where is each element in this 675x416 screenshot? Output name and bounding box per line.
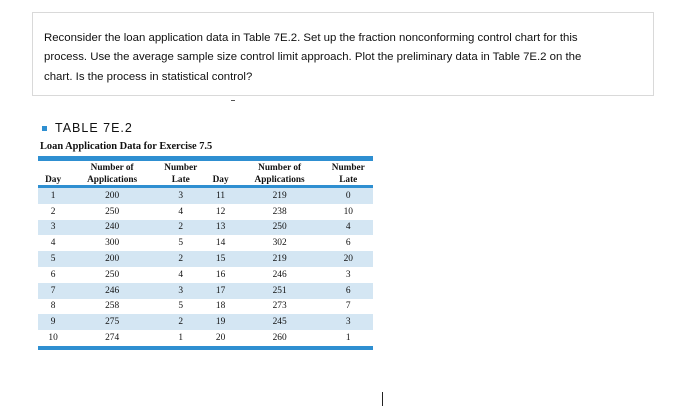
header-cell: Number — [324, 161, 373, 173]
table-cell: 7 — [38, 283, 68, 299]
table-row — [38, 204, 373, 220]
table-cell: 273 — [236, 299, 324, 315]
table-body — [38, 188, 373, 346]
table-cell: 0 — [324, 188, 373, 204]
table-cell: 2 — [156, 220, 205, 236]
table-cell: 7 — [324, 299, 373, 315]
table-cell: 12 — [205, 204, 235, 220]
table-cell: 4 — [38, 235, 68, 251]
table-row — [38, 251, 373, 267]
header-late: Late — [324, 173, 373, 185]
header-applications: Applications — [236, 173, 324, 185]
table-cell: 4 — [156, 267, 205, 283]
header-day: Day — [38, 173, 68, 185]
table-cell: 4 — [324, 220, 373, 236]
table-cell: 251 — [236, 283, 324, 299]
table-cell: 10 — [38, 330, 68, 346]
table-cell: 2 — [38, 204, 68, 220]
table-cell: 250 — [236, 220, 324, 236]
text-cursor — [382, 392, 383, 406]
table-cell: 246 — [236, 267, 324, 283]
header-cell — [205, 161, 235, 173]
table-cell: 3 — [156, 188, 205, 204]
table-cell: 250 — [68, 267, 156, 283]
table-cell: 2 — [156, 314, 205, 330]
table-title-text: TABLE 7E.2 — [55, 121, 133, 135]
table-cell: 5 — [156, 235, 205, 251]
table-cell: 1 — [38, 188, 68, 204]
data-table — [38, 161, 373, 346]
header-applications: Applications — [68, 173, 156, 185]
table-cell: 238 — [236, 204, 324, 220]
table-cell: 16 — [205, 267, 235, 283]
table-cell: 11 — [205, 188, 235, 204]
table-caption: Loan Application Data for Exercise 7.5 — [40, 141, 213, 152]
header-day: Day — [205, 173, 235, 185]
table-row — [38, 235, 373, 251]
table-cell: 20 — [324, 251, 373, 267]
table-cell: 250 — [68, 204, 156, 220]
table-cell: 260 — [236, 330, 324, 346]
table-cell: 240 — [68, 220, 156, 236]
table-cell: 275 — [68, 314, 156, 330]
table-cell: 258 — [68, 299, 156, 315]
header-cell: Number of — [68, 161, 156, 173]
table-cell: 15 — [205, 251, 235, 267]
table-cell: 3 — [156, 283, 205, 299]
table-cell: 3 — [38, 220, 68, 236]
divider-mark — [231, 100, 235, 101]
table-cell: 246 — [68, 283, 156, 299]
table-cell: 2 — [156, 251, 205, 267]
table-row — [38, 220, 373, 236]
table-cell: 200 — [68, 188, 156, 204]
table-cell: 3 — [324, 267, 373, 283]
header-cell: Number — [156, 161, 205, 173]
question-line-3: chart. Is the process in statistical control? — [44, 70, 253, 83]
table-cell: 4 — [156, 204, 205, 220]
table-cell: 17 — [205, 283, 235, 299]
table-cell: 14 — [205, 235, 235, 251]
table-bottom-rule — [38, 346, 373, 350]
table-cell: 1 — [324, 330, 373, 346]
loan-data-table — [38, 156, 373, 350]
table-cell: 13 — [205, 220, 235, 236]
header-cell: Number of — [236, 161, 324, 173]
table-row — [38, 330, 373, 346]
table-cell: 18 — [205, 299, 235, 315]
table-cell: 300 — [68, 235, 156, 251]
table-cell: 219 — [236, 188, 324, 204]
table-row — [38, 188, 373, 204]
table-cell: 200 — [68, 251, 156, 267]
table-cell: 274 — [68, 330, 156, 346]
header-cell — [38, 161, 68, 173]
question-line-1: Reconsider the loan application data in Table 7E.2. Set up the fraction nonconforming control chart for this — [44, 32, 578, 44]
table-cell: 5 — [38, 251, 68, 267]
table-cell: 19 — [205, 314, 235, 330]
table-cell: 9 — [38, 314, 68, 330]
table-row — [38, 267, 373, 283]
table-row — [38, 299, 373, 315]
table-cell: 8 — [38, 299, 68, 315]
table-cell: 6 — [38, 267, 68, 283]
table-cell: 10 — [324, 204, 373, 220]
table-cell: 1 — [156, 330, 205, 346]
table-cell: 6 — [324, 283, 373, 299]
table-cell: 219 — [236, 251, 324, 267]
header-late: Late — [156, 173, 205, 185]
table-cell: 20 — [205, 330, 235, 346]
table-cell: 5 — [156, 299, 205, 315]
table-row — [38, 283, 373, 299]
question-line-2: process. Use the average sample size control limit approach. Plot the preliminary data in Table 7E.2 on the — [44, 51, 582, 64]
table-row — [38, 314, 373, 330]
table-cell: 3 — [324, 314, 373, 330]
table-cell: 6 — [324, 235, 373, 251]
table-cell: 245 — [236, 314, 324, 330]
table-cell: 302 — [236, 235, 324, 251]
table-title — [42, 121, 133, 135]
question-text-box — [32, 12, 654, 96]
square-bullet-icon — [42, 126, 47, 131]
